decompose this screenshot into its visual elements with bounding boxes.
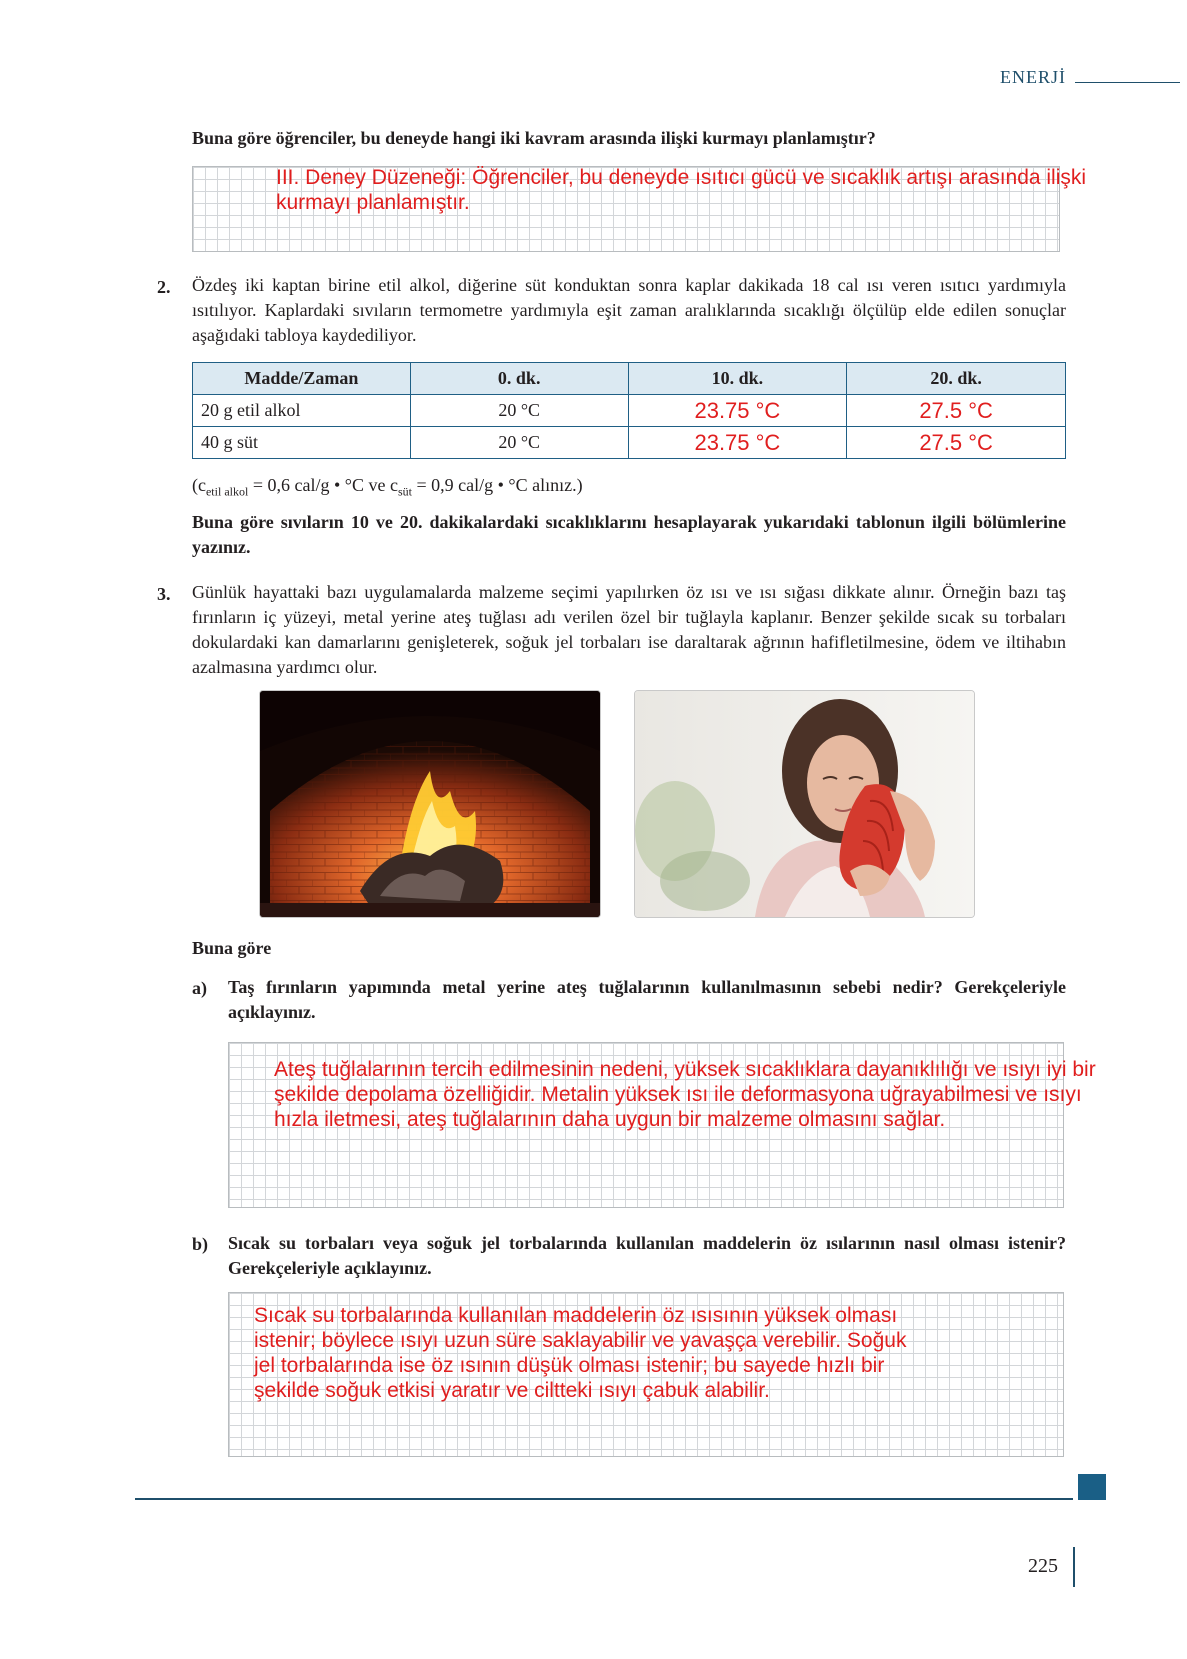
q3a-answer-line: Ateş tuğlalarının tercih edilmesinin nedeni, yüksek sıcaklıklara dayanıklılığı ve ısıyı iyi bir <box>274 1058 1096 1081</box>
table-answer-cell[interactable]: 23.75 °C <box>628 427 847 459</box>
brick-oven-illustration <box>260 691 600 917</box>
results-table <box>192 362 1066 459</box>
table-cell: 20 °C <box>410 427 628 459</box>
q3a-answer-line: hızla iletmesi, ateş tuğlalarının daha uygun bir malzeme olmasını sağlar. <box>274 1108 946 1131</box>
q1-answer-line: kurmayı planlamıştır. <box>276 191 470 214</box>
q3b-answer-line: istenir; böylece ısıyı uzun süre saklayabilir ve yavaşça verebilir. Soğuk <box>254 1329 907 1352</box>
page-number-bar <box>1073 1547 1075 1587</box>
table-header: 10. dk. <box>628 363 847 395</box>
q3b-answer-line: Sıcak su torbalarında kullanılan maddelerin öz ısısının yüksek olması <box>254 1304 898 1327</box>
given-subscript: etil alkol <box>205 484 249 499</box>
q2-text: Özdeş iki kaptan birine etil alkol, diğerine süt konduktan sonra kaplar dakikada 18 cal ısı veren ısıtıcı yardımıyla ısıtılıyor. Kaplardaki sıvıların termometre yardımıyla eşit zaman aralıklarında sıcaklığı ölçülüp elde edilen sonuçlar aşağıdaki tabloya kaydediliyor. <box>192 275 1066 345</box>
table-answer-cell[interactable]: 27.5 °C <box>847 395 1066 427</box>
table-row <box>193 427 1066 459</box>
hot-water-bottle-illustration <box>635 691 974 917</box>
table-answer-cell[interactable]: 23.75 °C <box>628 395 847 427</box>
given-text: = 0,6 cal/g • °C ve c <box>248 475 398 495</box>
q3a-text: Taş fırınların yapımında metal yerine ateş tuğlalarının kullanılmasının sebebi nedir? Gerekçeleriyle açıklayınız. <box>228 977 1066 1022</box>
section-title: ENERJİ <box>1000 67 1066 87</box>
page-number: 225 <box>1028 1555 1058 1577</box>
given-text: = 0,9 cal/g • °C alınız.) <box>411 475 583 495</box>
table-header: Madde/Zaman <box>193 363 411 395</box>
brick-oven-fire-image <box>259 690 601 918</box>
table-cell: 40 g süt <box>193 427 411 459</box>
table-cell: 20 g etil alkol <box>193 395 411 427</box>
q3b-label: b) <box>192 1234 209 1254</box>
q3-number: 3. <box>157 584 171 604</box>
woman-hot-water-bottle-image <box>634 690 975 918</box>
table-header: 20. dk. <box>847 363 1066 395</box>
table-cell: 20 °C <box>410 395 628 427</box>
q3b-answer-line: şekilde soğuk etkisi yaratır ve ciltteki ısıyı çabuk alabilir. <box>254 1379 770 1402</box>
header-rule <box>1075 82 1180 83</box>
table-header: 0. dk. <box>410 363 628 395</box>
q3a-answer <box>274 1057 1174 1132</box>
q3-lead: Buna göre <box>192 938 272 958</box>
q3-text: Günlük hayattaki bazı uygulamalarda malzeme seçimi yapılırken öz ısı ve ısı sığası dikkate alınır. Örneğin bazı taş fırınların iç yüzeyi, metal yerine ateş tuğlası adı verilen özel bir tuğlayla kaplanır. Benzer şekilde sıcak su torbaları dokulardaki kan damarlarını genişleterek, soğuk jel torbaları ise daraltarak ağrının hafifletilmesine, ödem ve iltihabın azalmasına yardımcı olur. <box>192 582 1066 677</box>
q3a-label: a) <box>192 978 207 998</box>
table-row <box>193 395 1066 427</box>
footer-accent-square <box>1078 1474 1106 1500</box>
q1-prompt: Buna göre öğrenciler, bu deneyde hangi iki kavram arasında ilişki kurmayı planlamıştır? <box>192 128 876 148</box>
table-header-row <box>193 363 1066 395</box>
given-values <box>192 475 583 500</box>
q3b-answer <box>254 1303 1014 1403</box>
q2-instruction: Buna göre sıvıların 10 ve 20. dakikalardaki sıcaklıklarını hesaplayarak yukarıdaki tablonun ilgili bölümlerine yazınız. <box>192 512 1066 557</box>
given-text: (c <box>192 475 206 495</box>
q1-answer-line: III. Deney Düzeneği: Öğrenciler, bu deneyde ısıtıcı gücü ve sıcaklık artışı arasında ilişki <box>276 166 1087 189</box>
given-subscript: süt <box>397 484 412 499</box>
q1-answer <box>276 165 1156 215</box>
q3b-text: Sıcak su torbaları veya soğuk jel torbalarında kullanılan maddelerin öz ısılarının nasıl olması istenir? Gerekçeleriyle açıklayınız. <box>228 1233 1066 1278</box>
q2-number: 2. <box>157 277 171 297</box>
q3b-answer-line: jel torbalarında ise öz ısının düşük olması istenir; bu sayede hızlı bir <box>254 1354 885 1377</box>
footer-rule <box>135 1498 1073 1500</box>
q3a-answer-line: şekilde depolama özelliğidir. Metalin yüksek ısı ile deformasyona uğrayabilmesi ve ısıyı <box>274 1083 1082 1106</box>
table-answer-cell[interactable]: 27.5 °C <box>847 427 1066 459</box>
